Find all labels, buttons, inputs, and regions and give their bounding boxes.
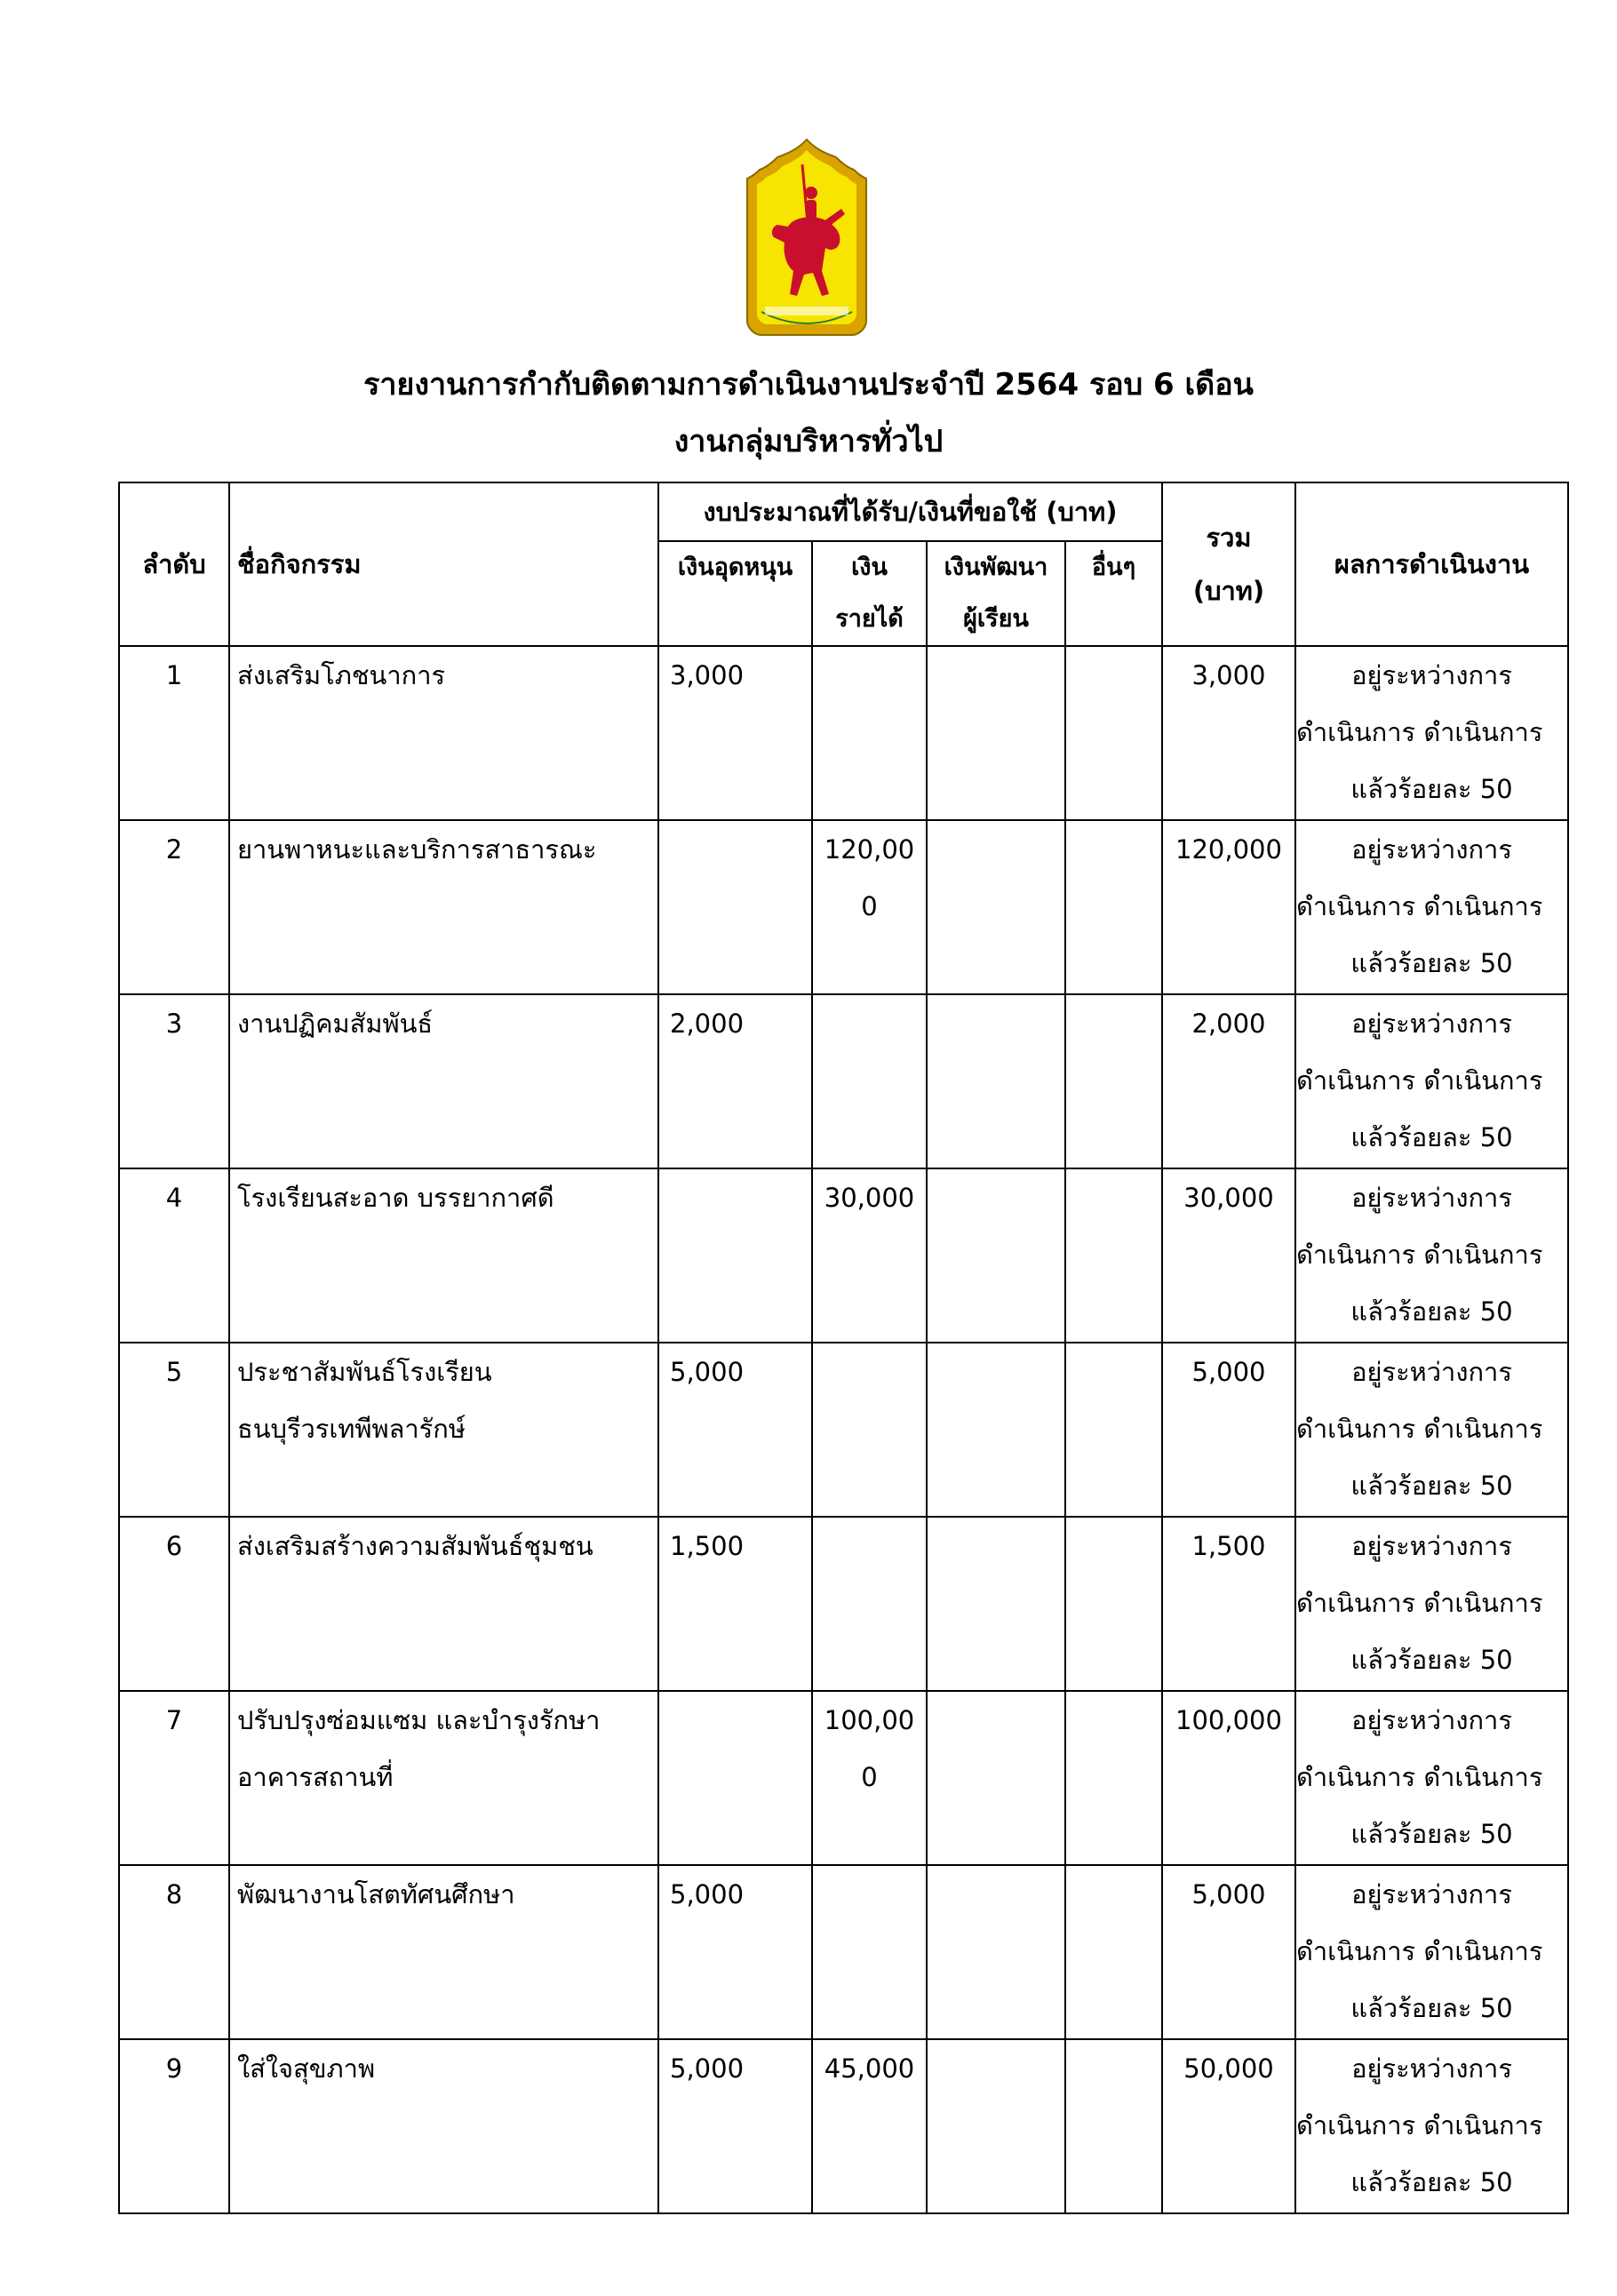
cell-subsidy: 2,000	[658, 994, 812, 1168]
table-row	[119, 2039, 1568, 2213]
cell-no: 4	[119, 1168, 229, 1343]
cell-total: 30,000	[1162, 1168, 1295, 1343]
header-income: เงิน รายได้	[812, 541, 927, 646]
cell-income: 30,000	[812, 1168, 927, 1343]
cell-devfund	[927, 1517, 1065, 1691]
cell-activity: ใส่ใจสุขภาพ	[229, 2039, 658, 2213]
cell-result: อยู่ระหว่างการ ดำเนินการ ดำเนินการ แล้วร้อยละ 50	[1295, 820, 1568, 994]
cell-other	[1065, 1691, 1162, 1865]
cell-no: 8	[119, 1865, 229, 2039]
cell-activity: โรงเรียนสะอาด บรรยากาศดี	[229, 1168, 658, 1343]
cell-devfund	[927, 1343, 1065, 1517]
table-row	[119, 994, 1568, 1168]
cell-other	[1065, 2039, 1162, 2213]
cell-other	[1065, 1517, 1162, 1691]
cell-other	[1065, 820, 1162, 994]
header-result: ผลการดำเนินงาน	[1295, 482, 1568, 646]
header-budget-group: งบประมาณที่ได้รับ/เงินที่ขอใช้ (บาท)	[658, 482, 1162, 541]
header-activity: ชื่อกิจกรรม	[229, 482, 658, 646]
cell-activity: ประชาสัมพันธ์โรงเรียน ธนบุรีวรเทพีพลารักษ์	[229, 1343, 658, 1517]
header-devfund: เงินพัฒนา ผู้เรียน	[927, 541, 1065, 646]
school-emblem-logo	[735, 138, 879, 340]
cell-total: 50,000	[1162, 2039, 1295, 2213]
cell-subsidy: 5,000	[658, 1343, 812, 1517]
cell-subsidy	[658, 1168, 812, 1343]
header-no: ลำดับ	[119, 482, 229, 646]
cell-devfund	[927, 1865, 1065, 2039]
cell-result: อยู่ระหว่างการ ดำเนินการ ดำเนินการ แล้วร้อยละ 50	[1295, 646, 1568, 820]
report-subtitle: งานกลุ่มบริหารทั่วไป	[673, 424, 944, 459]
table-row	[119, 820, 1568, 994]
cell-result: อยู่ระหว่างการ ดำเนินการ ดำเนินการ แล้วร้อยละ 50	[1295, 1168, 1568, 1343]
cell-total: 3,000	[1162, 646, 1295, 820]
table-row	[119, 646, 1568, 820]
cell-devfund	[927, 1691, 1065, 1865]
cell-other	[1065, 1865, 1162, 2039]
table-row	[119, 1517, 1568, 1691]
cell-income	[812, 1865, 927, 2039]
cell-total: 5,000	[1162, 1865, 1295, 2039]
cell-no: 9	[119, 2039, 229, 2213]
cell-other	[1065, 646, 1162, 820]
cell-activity: งานปฏิคมสัมพันธ์	[229, 994, 658, 1168]
cell-subsidy: 3,000	[658, 646, 812, 820]
cell-income: 100,00 0	[812, 1691, 927, 1865]
cell-devfund	[927, 994, 1065, 1168]
cell-income	[812, 646, 927, 820]
cell-total: 100,000	[1162, 1691, 1295, 1865]
cell-result: อยู่ระหว่างการ ดำเนินการ ดำเนินการ แล้วร้อยละ 50	[1295, 1517, 1568, 1691]
cell-total: 2,000	[1162, 994, 1295, 1168]
cell-activity: ส่งเสริมสร้างความสัมพันธ์ชุมชน	[229, 1517, 658, 1691]
cell-income	[812, 994, 927, 1168]
cell-result: อยู่ระหว่างการ ดำเนินการ ดำเนินการ แล้วร้อยละ 50	[1295, 1865, 1568, 2039]
cell-total: 1,500	[1162, 1517, 1295, 1691]
cell-activity: ส่งเสริมโภชนาการ	[229, 646, 658, 820]
cell-result: อยู่ระหว่างการ ดำเนินการ ดำเนินการ แล้วร้อยละ 50	[1295, 994, 1568, 1168]
cell-result: อยู่ระหว่างการ ดำเนินการ ดำเนินการ แล้วร้อยละ 50	[1295, 1343, 1568, 1517]
cell-subsidy: 1,500	[658, 1517, 812, 1691]
cell-other	[1065, 994, 1162, 1168]
cell-other	[1065, 1168, 1162, 1343]
table-row	[119, 1691, 1568, 1865]
cell-result: อยู่ระหว่างการ ดำเนินการ ดำเนินการ แล้วร้อยละ 50	[1295, 2039, 1568, 2213]
cell-devfund	[927, 646, 1065, 820]
cell-activity: พัฒนางานโสตทัศนศึกษา	[229, 1865, 658, 2039]
header-other: อื่นๆ	[1065, 541, 1162, 646]
table-row	[119, 1343, 1568, 1517]
cell-activity: ยานพาหนะและบริการสาธารณะ	[229, 820, 658, 994]
cell-subsidy	[658, 1691, 812, 1865]
cell-no: 5	[119, 1343, 229, 1517]
cell-subsidy: 5,000	[658, 1865, 812, 2039]
table-row	[119, 1168, 1568, 1343]
header-subsidy: เงินอุดหนุน	[658, 541, 812, 646]
cell-no: 7	[119, 1691, 229, 1865]
cell-income: 120,00 0	[812, 820, 927, 994]
cell-devfund	[927, 2039, 1065, 2213]
table-row	[119, 1865, 1568, 2039]
cell-other	[1065, 1343, 1162, 1517]
cell-total: 5,000	[1162, 1343, 1295, 1517]
cell-devfund	[927, 820, 1065, 994]
cell-subsidy	[658, 820, 812, 994]
cell-result: อยู่ระหว่างการ ดำเนินการ ดำเนินการ แล้วร้อยละ 50	[1295, 1691, 1568, 1865]
report-title: รายงานการกำกับติดตามการดำเนินงานประจำปี 2564 รอบ 6 เดือน	[363, 367, 1254, 403]
cell-subsidy: 5,000	[658, 2039, 812, 2213]
cell-no: 2	[119, 820, 229, 994]
header-total: รวม (บาท)	[1162, 482, 1295, 646]
cell-no: 6	[119, 1517, 229, 1691]
cell-income	[812, 1517, 927, 1691]
cell-income	[812, 1343, 927, 1517]
cell-devfund	[927, 1168, 1065, 1343]
cell-income: 45,000	[812, 2039, 927, 2213]
cell-total: 120,000	[1162, 820, 1295, 994]
activity-report-table	[118, 482, 1569, 2214]
cell-no: 1	[119, 646, 229, 820]
cell-activity: ปรับปรุงซ่อมแซม และบำรุงรักษา อาคารสถานที่	[229, 1691, 658, 1865]
cell-no: 3	[119, 994, 229, 1168]
